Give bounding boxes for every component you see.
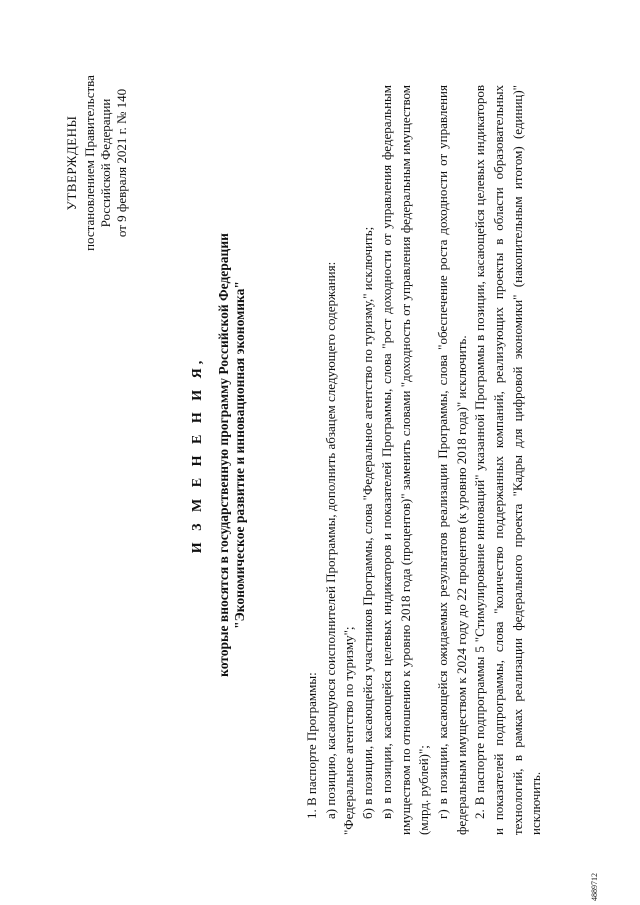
paragraph: в) в позиции, касающейся целевых индикаторов и показателей Программы, слова "рост доходности от управления федеральным имуществом по отношению к уровню 2018 года (процентов)" заменить словами "доходность от управления федеральным имуществом (млрд. рублей)";	[378, 85, 432, 835]
approval-line: Российской Федерации	[98, 98, 113, 228]
approval-block	[64, 33, 130, 293]
title-program: "Экономическое развитие и инновационная экономика"	[232, 281, 247, 629]
paragraph: "Федеральное агентство по туризму";	[341, 626, 357, 835]
paragraph: б) в позиции, касающейся участников Программы, слова "Федеральное агентство по туризму," исключить;	[360, 226, 376, 819]
document-body	[303, 85, 546, 835]
approval-date: от 9 февраля 2021 г. № 140	[114, 88, 129, 238]
approval-line: постановлением Правительства	[82, 75, 97, 251]
document-title	[190, 65, 248, 845]
paragraph: 1. В паспорте Программы:	[304, 672, 319, 819]
paragraph: г) в позиции, касающейся ожидаемых результатов реализации Программы, слова "обеспечение роста доходности от управления федеральным имуществом к 2024 году до 22 процентов (к уровню 2018 года)" исключить.	[434, 85, 469, 835]
title-sub: которые вносятся в государственную программу Российской Федерации	[216, 233, 231, 677]
paragraph: а) позицию, касающуюся соисполнителей Программы, дополнить абзацем следующего содержания:	[322, 261, 338, 819]
paragraph: 2. В паспорте подпрограммы 5 "Стимулирование инноваций" указанной Программы в позиции, касающейся целевых индикаторов и показателей подпрограммы, слова "количество поддержанных компаний, реализующих проекты в области образовательных технологий, в рамках реализации федерального проекта "Кадры для цифровой экономики" (накопительным итогом) (единиц)" исключить.	[472, 85, 544, 835]
title-main: И З М Е Н Е Н И Я,	[190, 356, 205, 554]
document-number: 4889712	[590, 873, 599, 901]
approval-heading: УТВЕРЖДЕНЫ	[64, 115, 79, 211]
